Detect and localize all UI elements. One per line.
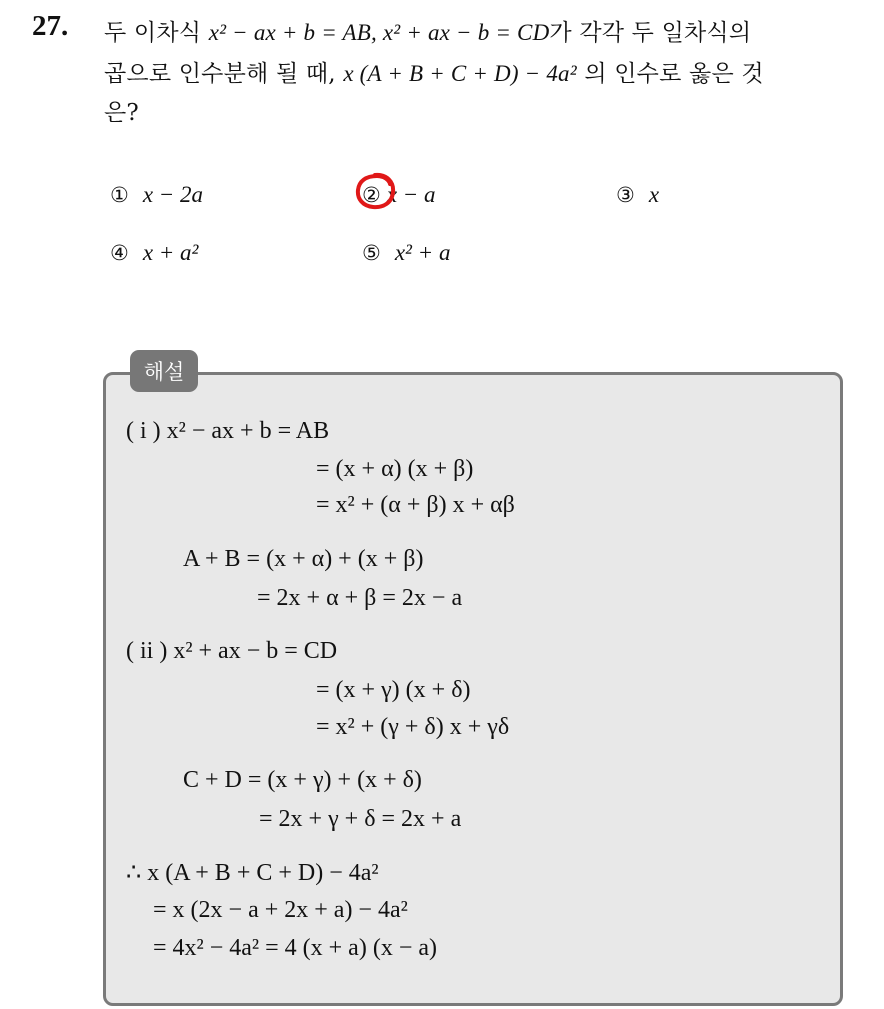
question-equation: x² − ax + b = AB, x² + ax − b = CD bbox=[208, 20, 550, 45]
option-expression: x bbox=[648, 182, 660, 207]
solution-line: = 2x + α + β = 2x − a bbox=[257, 585, 463, 611]
option-expression: x − a bbox=[386, 182, 436, 207]
question-expression: x (A + B + C + D) − 4a² bbox=[343, 61, 577, 86]
option-number: ① bbox=[110, 183, 129, 207]
solution-line: = (x + α) (x + β) bbox=[316, 456, 474, 482]
solution-line: ( i ) x² − ax + b = AB bbox=[126, 418, 330, 444]
solution-tag: 해설 bbox=[130, 350, 198, 392]
option-number: ③ bbox=[616, 183, 635, 207]
option-number: ② bbox=[362, 183, 381, 207]
option-number: ④ bbox=[110, 241, 129, 265]
question-text: 두 이차식 bbox=[104, 20, 209, 46]
question-number: 27. bbox=[32, 10, 69, 42]
option-1[interactable] bbox=[110, 182, 203, 208]
question-line-3: 은? bbox=[104, 100, 139, 126]
solution-line: = x² + (α + β) x + αβ bbox=[316, 492, 515, 518]
solution-line: = 4x² − 4a² = 4 (x + a) (x − a) bbox=[153, 935, 437, 961]
solution-line: A + B = (x + α) + (x + β) bbox=[183, 546, 424, 572]
solution-line: ( ii ) x² + ax − b = CD bbox=[126, 638, 338, 664]
solution-line: ∴ x (A + B + C + D) − 4a² bbox=[126, 860, 379, 886]
solution-line: = (x + γ) (x + δ) bbox=[316, 677, 471, 703]
option-expression: x² + a bbox=[394, 240, 451, 265]
solution-line: = 2x + γ + δ = 2x + a bbox=[259, 806, 462, 832]
question-text: 곱으로 인수분해 될 때, bbox=[104, 61, 344, 87]
solution-line: = x (2x − a + 2x + a) − 4a² bbox=[153, 897, 408, 923]
answer-circle-mark bbox=[353, 171, 397, 211]
solution-line: = x² + (γ + δ) x + γδ bbox=[316, 714, 510, 740]
option-3[interactable] bbox=[616, 182, 659, 208]
option-expression: x + a² bbox=[142, 240, 199, 265]
question-text: 가 각각 두 일차식의 bbox=[549, 20, 752, 46]
option-number: ⑤ bbox=[362, 241, 381, 265]
question-line-2 bbox=[104, 55, 764, 88]
option-4[interactable] bbox=[110, 240, 198, 266]
option-5[interactable] bbox=[362, 240, 450, 266]
solution-line: C + D = (x + γ) + (x + δ) bbox=[183, 767, 422, 793]
question-text: 의 인수로 옳은 것 bbox=[576, 61, 764, 87]
option-expression: x − 2a bbox=[142, 182, 204, 207]
question-line-1 bbox=[104, 14, 751, 47]
